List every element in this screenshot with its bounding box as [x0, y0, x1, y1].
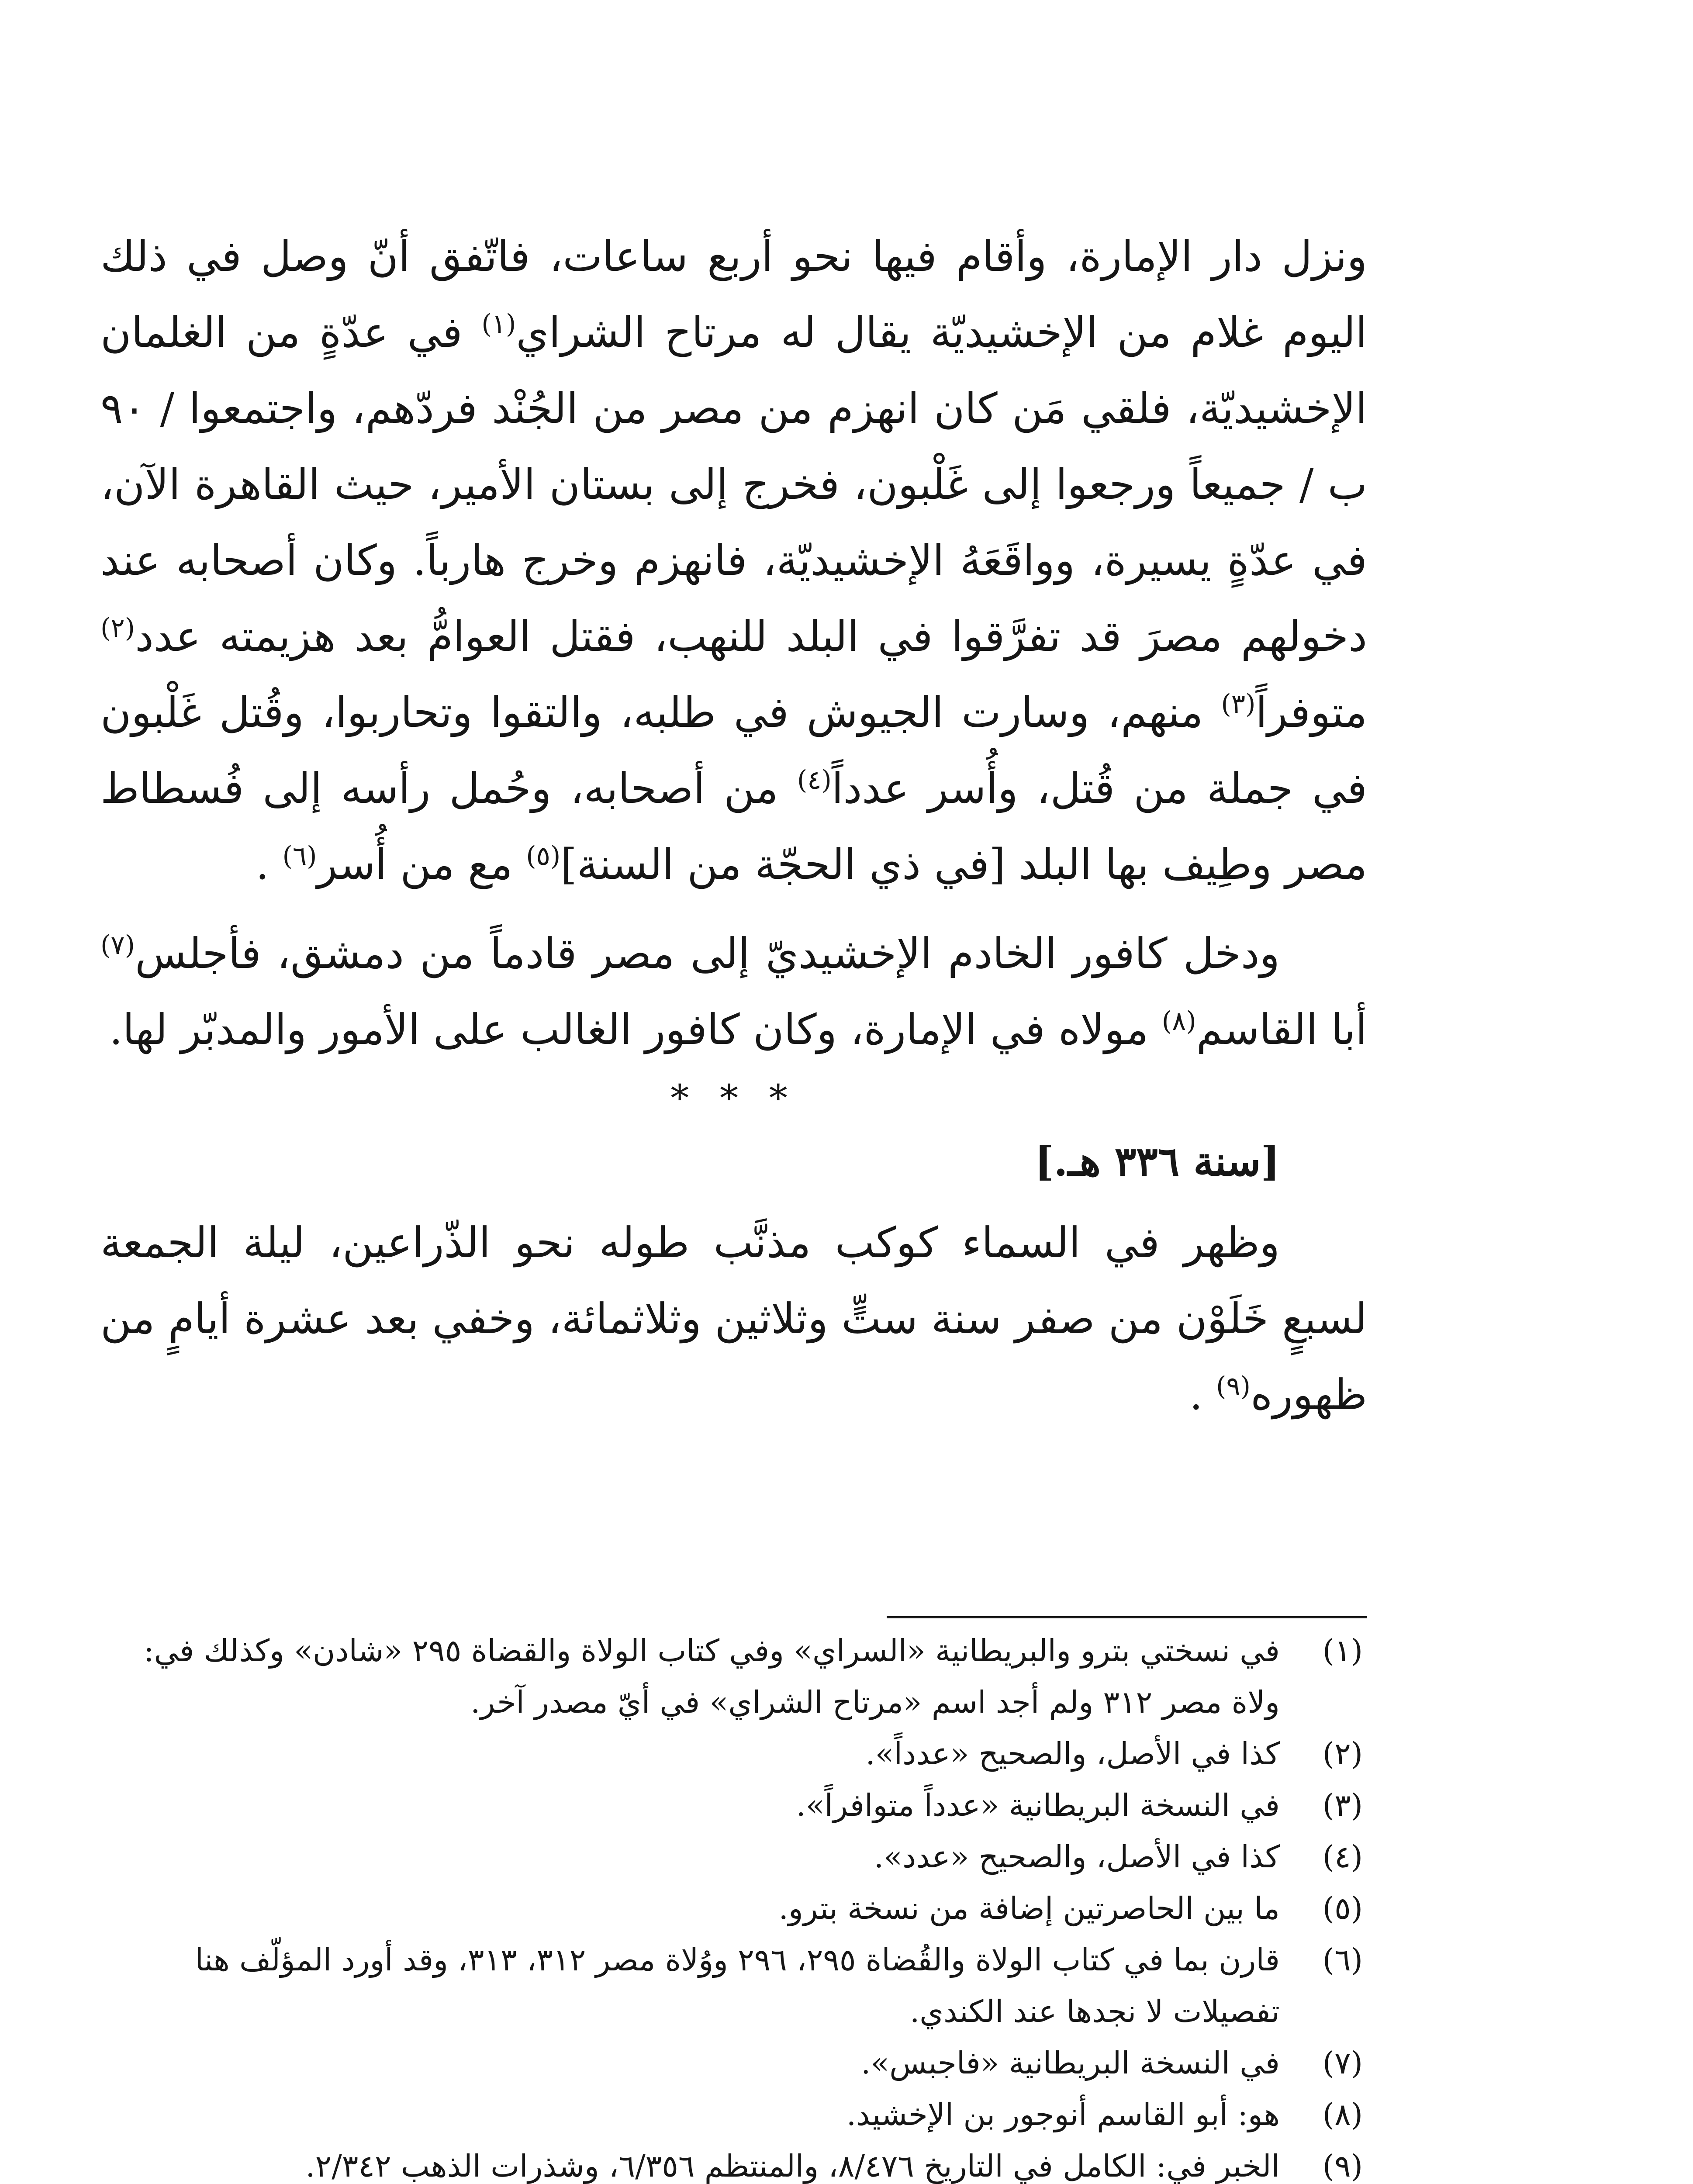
footnote-ref-6[interactable]: (٦)	[282, 841, 317, 871]
text-run: في عدّةٍ من الغلمان الإخشيديّة، فلقي مَن كان انهزم من مصر من الجُنْد فردّهم، واجتمعوا / ٩٠ ب / جميعاً ورجعوا إلى غَلْبون، فخرج إلى بستان الأمير، حيث القاهرة الآن، في عدّةٍ يسيرة، وواقَعَهُ الإخشيديّة، فانهزم وخرج هارباً. وكان أصحابه عند دخولهم مصرَ قد تفرَّقوا في البلد للنهب، فقتل العوامُّ بعد هزيمته عدد	[100, 308, 1367, 661]
footnote-ref-9[interactable]: (٩)	[1216, 1371, 1251, 1402]
footnote-1	[100, 1625, 1367, 1728]
footnote-7	[100, 2037, 1367, 2089]
footnote-3	[100, 1780, 1367, 1831]
footnote-text: في النسخة البريطانية «فاجبس».	[861, 2045, 1280, 2081]
text-run: متوفراً	[1255, 688, 1367, 737]
footnote-text: ما بين الحاصرتين إضافة من نسخة بترو.	[778, 1890, 1280, 1926]
footnote-divider	[887, 1616, 1367, 1618]
footnote-ref-7[interactable]: (٧)	[100, 930, 135, 961]
footnote-8	[100, 2089, 1367, 2140]
paragraph-2	[100, 916, 1367, 1068]
footnote-number: (٨)	[1322, 2097, 1363, 2132]
footnote-text: قارن بما في كتاب الولاة والقُضاة ٢٩٥، ٢٩٦ ووُلاة مصر ٣١٢، ٣١٣، وقد أورد المؤلّف هنا تفصيلات لا نجدها عند الكندي.	[195, 1942, 1280, 2029]
footnote-4	[100, 1831, 1367, 1883]
text-run: .	[1189, 1370, 1216, 1419]
paragraph-3	[100, 1205, 1367, 1433]
footnote-text: الخبر في: الكامل في التاريخ ٨/٤٧٦، والمنتظم ٦/٣٥٦، وشذرات الذهب ٢/٣٤٢.	[305, 2148, 1280, 2184]
text-run: ونزل دار الإمارة، وأقام فيها نحو أربع ساعات، فاتّفق أنّ وصل في ذلك اليوم غلام من الإخشيديّة يقال له مرتاح الشراي	[100, 232, 1368, 357]
text-run: من أصحابه، وحُمل رأسه إلى فُسطاط مصر وطِيف بها البلد [في ذي الحجّة من السنة]	[100, 764, 1367, 889]
footnote-9	[100, 2140, 1367, 2184]
footnote-number: (٥)	[1322, 1890, 1363, 1926]
footnote-6	[100, 1934, 1367, 2037]
footnote-number: (٦)	[1322, 1942, 1363, 1978]
footnote-ref-5[interactable]: (٥)	[526, 841, 561, 871]
text-run: مولاه في الإمارة، وكان كافور الغالب على الأمور والمدبّر لها.	[109, 1005, 1162, 1054]
footnote-number: (٢)	[1322, 1736, 1363, 1772]
text-run: أبا القاسم	[1196, 1005, 1367, 1054]
footnote-ref-4[interactable]: (٤)	[797, 765, 832, 795]
footnotes-list	[100, 1625, 1367, 2184]
text-run: .	[256, 840, 283, 889]
footnote-2	[100, 1728, 1367, 1780]
footnote-number: (٧)	[1322, 2045, 1363, 2081]
footnote-text: كذا في الأصل، والصحيح «عدداً».	[865, 1736, 1280, 1772]
paragraph-1	[100, 218, 1367, 902]
text-run: مع من أُسر	[317, 840, 526, 889]
text-run: منهم، وسارت الجيوش في طلبه، والتقوا وتحاربوا، وقُتل غَلْبون في جملة من قُتل، وأُسر عدداً	[100, 688, 1368, 813]
footnote-number: (٤)	[1322, 1839, 1363, 1875]
paragraph-gap	[100, 902, 1367, 916]
footnote-text: كذا في الأصل، والصحيح «عدد».	[874, 1839, 1280, 1875]
footnote-ref-8[interactable]: (٨)	[1161, 1006, 1196, 1037]
section-separator: * * *	[670, 1077, 797, 1120]
footnote-text: في نسختي بترو والبريطانية «السراي» وفي كتاب الولاة والقضاة ٢٩٥ «شادن» وكذلك في: ولاة مصر ٣١٢ ولم أجد اسم «مرتاح الشراي» في أيّ مصدر آخر.	[144, 1633, 1280, 1720]
footnote-text: في النسخة البريطانية «عدداً متوافراً».	[796, 1787, 1280, 1823]
text-run: وظهر في السماء كوكب مذنَّب طوله نحو الذّراعين، ليلة الجمعة لسبعٍ خَلَوْن من صفر سنة ستٍّ وثلاثين وثلاثمائة، وخفي بعد عشرة أيامٍ من ظهوره	[100, 1218, 1367, 1419]
footnote-text: هو: أبو القاسم أنوجور بن الإخشيد.	[846, 2097, 1280, 2132]
footnote-ref-1[interactable]: (١)	[481, 309, 516, 339]
main-text	[100, 218, 1367, 1433]
footnote-ref-3[interactable]: (٣)	[1221, 689, 1256, 719]
footnote-ref-2[interactable]: (٢)	[100, 613, 135, 643]
footnote-5	[100, 1883, 1367, 1934]
footnote-number: (٣)	[1322, 1787, 1363, 1823]
year-heading: [سنة ٣٣٦ هـ.]	[1034, 1138, 1280, 1185]
footnote-number: (٩)	[1322, 2148, 1363, 2184]
footnote-number: (١)	[1322, 1633, 1363, 1669]
text-run: ودخل كافور الخادم الإخشيديّ إلى مصر قادماً من دمشق، فأجلس	[135, 929, 1280, 978]
